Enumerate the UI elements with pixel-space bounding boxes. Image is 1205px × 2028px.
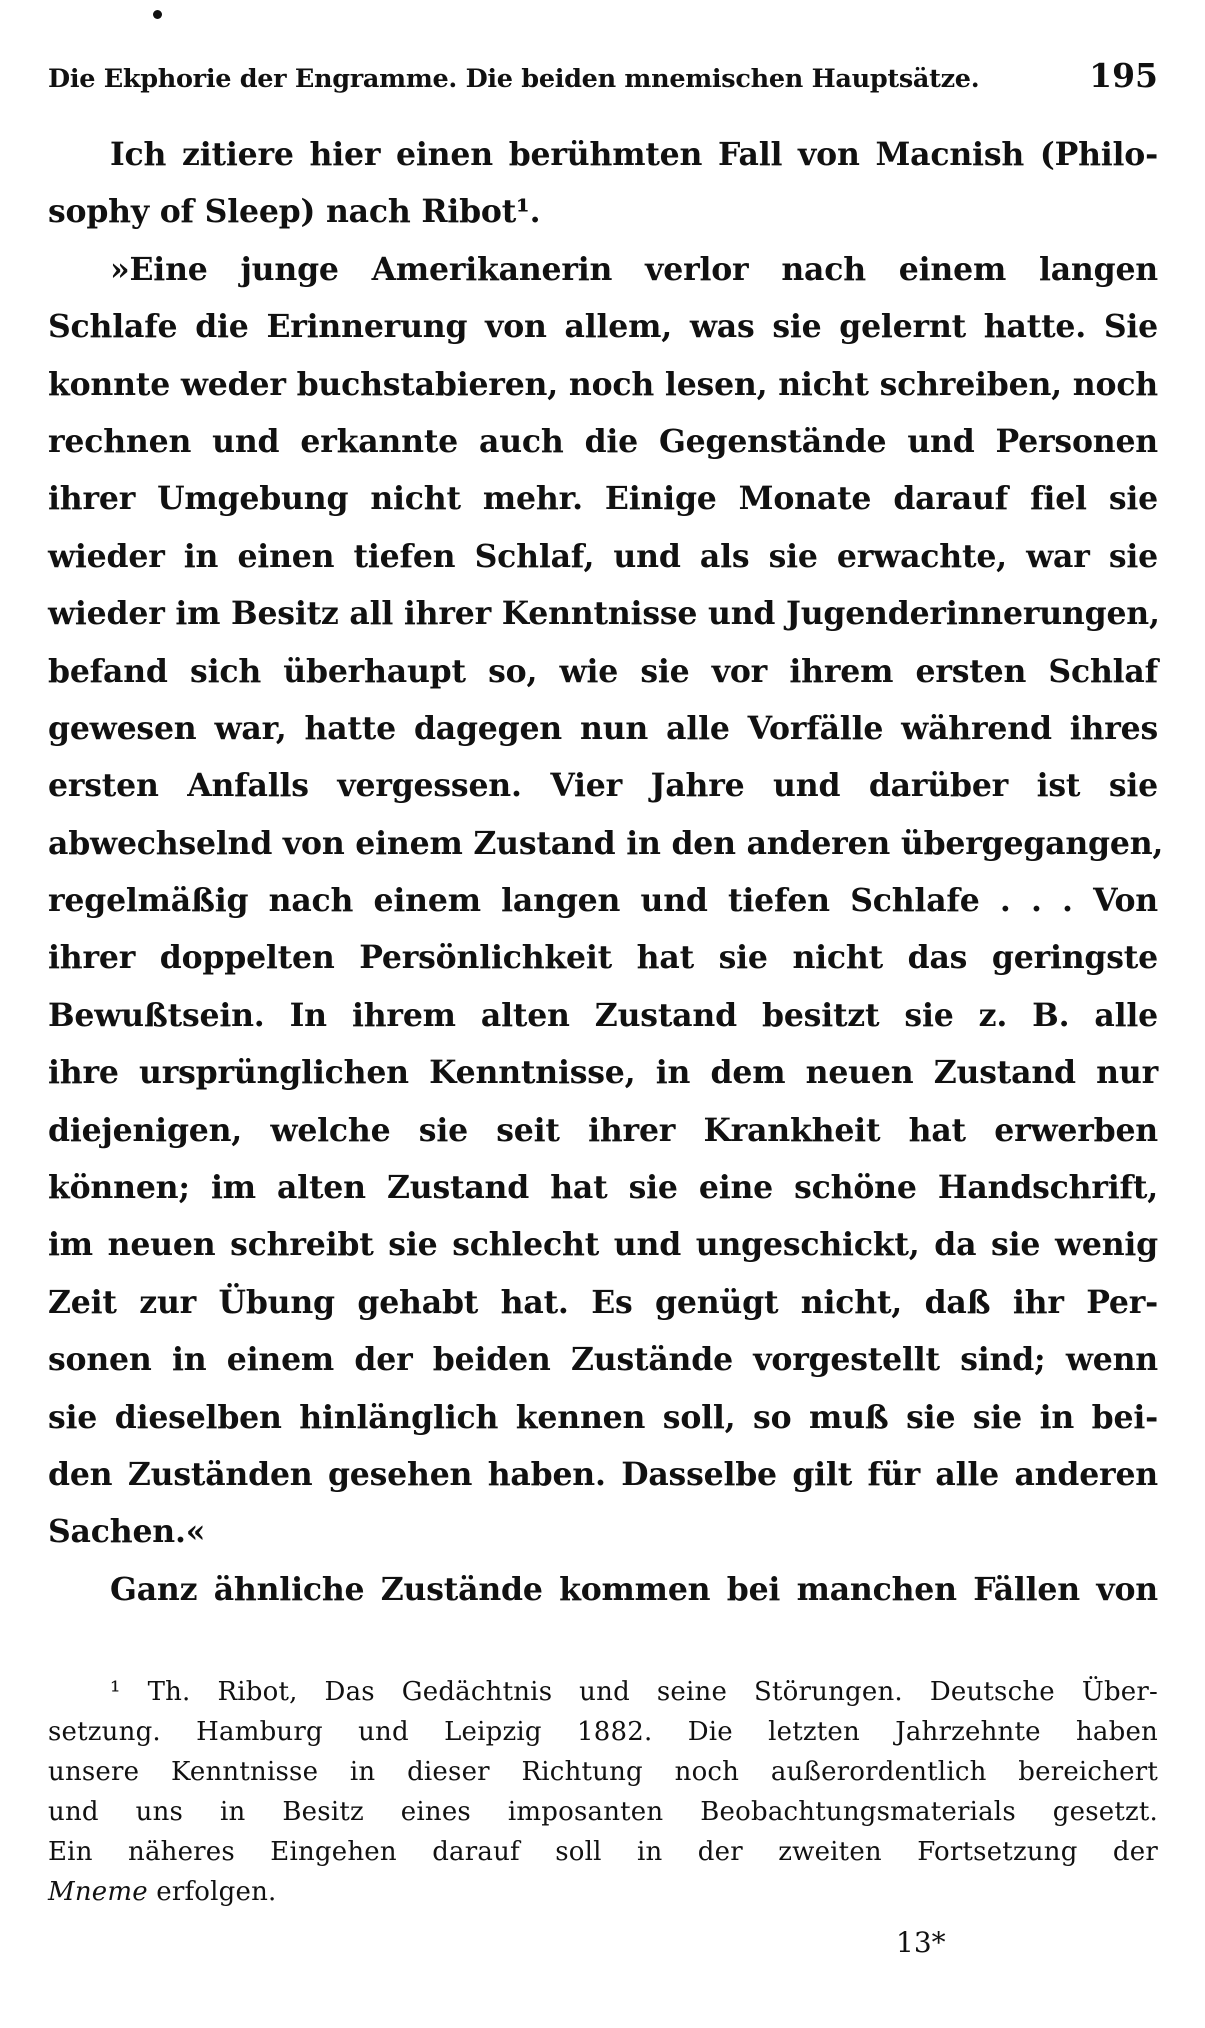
footnote-line: und uns in Besitz eines imposanten Beobachtungsmaterials gesetzt. (48, 1797, 1158, 1827)
text-line: ihrer Umgebung nicht mehr. Einige Monate darauf fiel sie (48, 480, 1158, 518)
text-line: sonen in einem der beiden Zustände vorgestellt sind; wenn (48, 1341, 1158, 1379)
text-line: ihre ursprünglichen Kenntnisse, in dem neuen Zustand nur (48, 1054, 1158, 1092)
print-speck (153, 10, 162, 19)
footnote-line-rest: erfolgen. (147, 1877, 277, 1907)
footnote-line: unsere Kenntnisse in dieser Richtung noch außerordentlich bereichert (48, 1757, 1158, 1787)
text-line: Sachen.« (48, 1513, 206, 1551)
body-text (48, 126, 1164, 1618)
text-line: können; im alten Zustand hat sie eine schöne Handschrift, (48, 1169, 1158, 1207)
text-line: wieder im Besitz all ihrer Kenntnisse und Jugenderinnerungen, (48, 595, 1160, 633)
text-line: ihrer doppelten Persönlichkeit hat sie nicht das geringste (48, 939, 1158, 977)
running-head-title: Die Ekphorie der Engramme. Die beiden mnemischen Hauptsätze. (48, 64, 980, 94)
text-line: konnte weder buchstabieren, noch lesen, nicht schreiben, noch (48, 365, 1158, 403)
text-line: Zeit zur Übung gehabt hat. Es genügt nicht, daß ihr Per- (48, 1283, 1158, 1321)
footnote-italic-term: Mneme (48, 1877, 148, 1907)
footnote-line (48, 1872, 1158, 1912)
text-line: befand sich überhaupt so, wie sie vor ihrem ersten Schlaf (48, 652, 1158, 690)
text-line: den Zuständen gesehen haben. Dasselbe gilt für alle anderen (48, 1455, 1158, 1493)
text-line: gewesen war, hatte dagegen nun alle Vorfälle während ihres (48, 709, 1158, 747)
footnote-line: setzung. Hamburg und Leipzig 1882. Die letzten Jahrzehnte haben (48, 1717, 1158, 1747)
text-line: diejenigen, welche sie seit ihrer Krankheit hat erwerben (48, 1111, 1158, 1149)
text-line: Bewußtsein. In ihrem alten Zustand besitzt sie z. B. alle (48, 996, 1158, 1034)
text-line: Ich zitiere hier einen berühmten Fall von Macnish (Philo- (110, 136, 1158, 173)
footnote-line: ¹ Th. Ribot, Das Gedächtnis und seine Störungen. Deutsche Über- (110, 1677, 1158, 1707)
footnote-line: Ein näheres Eingehen darauf soll in der zweiten Fortsetzung der (48, 1837, 1158, 1867)
text-line: sie dieselben hinlänglich kennen soll, so muß sie sie in bei- (48, 1398, 1158, 1436)
text-line: im neuen schreibt sie schlecht und ungeschickt, da sie wenig (48, 1226, 1158, 1264)
text-line: abwechselnd von einem Zustand in den anderen übergegangen, (48, 824, 1164, 862)
page-number: 195 (1089, 56, 1158, 95)
text-line: rechnen und erkannte auch die Gegenstände und Personen (48, 422, 1158, 460)
text-line: wieder in einen tiefen Schlaf, und als sie erwachte, war sie (48, 537, 1158, 575)
text-line: Schlafe die Erinnerung von allem, was sie gelernt hatte. Sie (48, 308, 1158, 346)
text-line: Ganz ähnliche Zustände kommen bei manchen Fällen von (110, 1570, 1158, 1608)
text-line: ersten Anfalls vergessen. Vier Jahre und darüber ist sie (48, 767, 1158, 805)
signature-mark: 13* (896, 1926, 946, 1959)
text-line: sophy of Sleep) nach Ribot¹. (48, 193, 541, 231)
running-head (48, 56, 1158, 108)
text-line: regelmäßig nach einem langen und tiefen Schlafe . . . Von (48, 882, 1158, 920)
text-line: »Eine junge Amerikanerin verlor nach einem langen (110, 250, 1158, 288)
footnote (48, 1672, 1158, 1912)
